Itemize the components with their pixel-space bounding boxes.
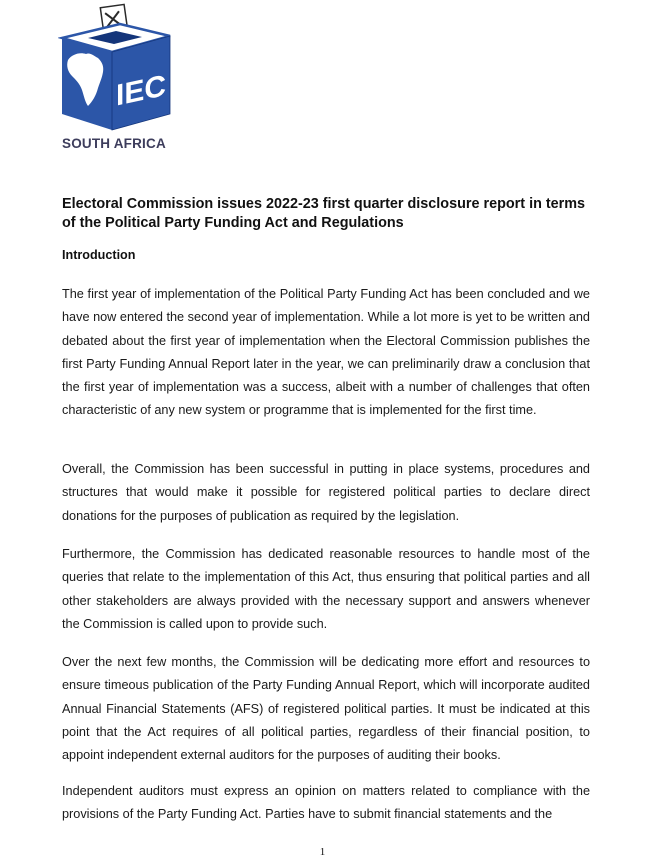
logo-label: SOUTH AFRICA (62, 136, 166, 151)
section-heading: Introduction (62, 248, 136, 262)
paragraph-5: Independent auditors must express an opinion on matters related to compliance with the provisions of the Party Funding Act. Parties have to submit financial statements and the (62, 784, 590, 822)
document-title: Electoral Commission issues 2022-23 first quarter disclosure report in terms of the Political Party Funding Act and Regulations (62, 196, 586, 231)
page-number: 1 (319, 846, 326, 858)
paragraph-2: Overall, the Commission has been successful in putting in place systems, procedures and structures that would make it possible for registered political parties to declare direct donations for the purposes of publication as required by the legislation. (62, 462, 590, 523)
iec-lettering: IEC (115, 69, 167, 113)
paragraph-3: Furthermore, the Commission has dedicated reasonable resources to handle most of the queries that relate to the implementation of this Act, thus ensuring that political parties and all other stakeholders are always provided with the necessary support and answers whenever the Commission is called upon to provide such. (62, 547, 590, 631)
iec-logo (58, 2, 178, 152)
paragraph-4: Over the next few months, the Commission will be dedicating more effort and resources to ensure timeous publication of the Party Funding Annual Report, which will incorporate audited Annual Financial Statements (AFS) of registered political parties. It must be indicated at this point that the Act requires of all political parties, regardless of their financial position, to appoint independent external auditors for the purposes of auditing their books. (62, 655, 590, 763)
paragraph-1: The first year of implementation of the Political Party Funding Act has been concluded and we have now entered the second year of implementation. While a lot more is yet to be written and debated about the first year of implementation when the Electoral Commission publishes the first Party Funding Annual Report later in the year, we can preliminarily draw a conclusion that the first year of implementation was a success, albeit with a number of challenges that often characteristic of any new system or programme that is implemented for the first time. (62, 287, 590, 418)
